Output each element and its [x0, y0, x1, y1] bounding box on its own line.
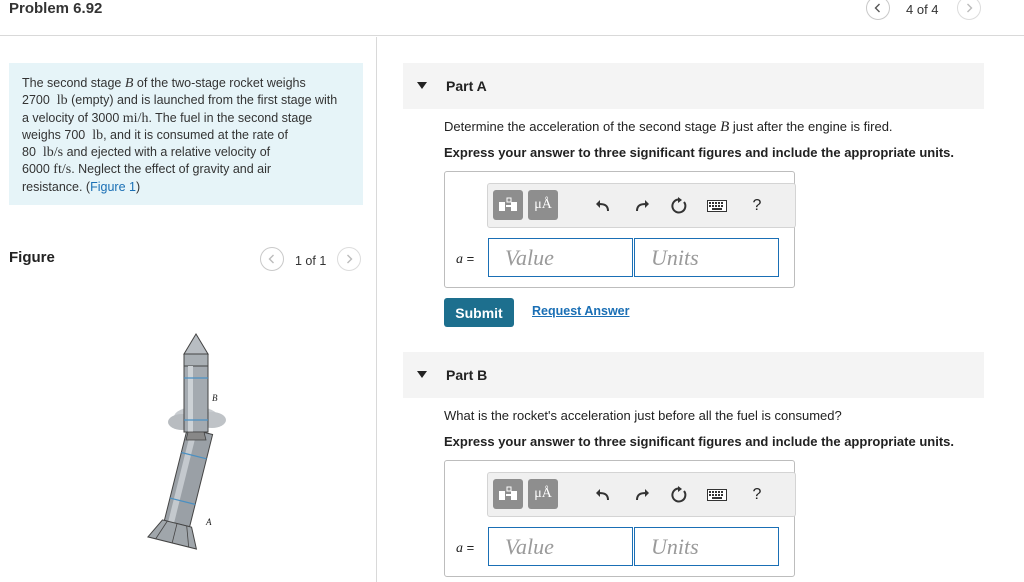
- equals: =: [466, 251, 475, 266]
- unit: lb: [56, 93, 68, 109]
- part-a-question: [444, 119, 893, 136]
- figure-pager: 1 of 1: [295, 254, 327, 268]
- part-a-units-input[interactable]: Units: [634, 238, 779, 277]
- part-a-instruction: Express your answer to three significant figures and include the appropriate units.: [444, 145, 954, 160]
- units-button[interactable]: μÅ: [528, 190, 558, 220]
- redo-icon[interactable]: [630, 194, 654, 218]
- text: weighs: [22, 127, 65, 142]
- rocket-figure: [130, 292, 250, 552]
- units-button[interactable]: μÅ: [528, 479, 558, 509]
- header-bar: [0, 0, 1024, 36]
- collapse-triangle-icon: [417, 371, 427, 378]
- next-problem-button[interactable]: [957, 0, 981, 20]
- text: of the two-stage rocket weighs: [133, 76, 306, 90]
- part-b-answer-box: [444, 460, 795, 577]
- text: The second stage: [22, 76, 125, 90]
- right-panel: [378, 37, 1024, 582]
- reset-icon[interactable]: [667, 194, 691, 218]
- request-answer-link[interactable]: Request Answer: [532, 304, 630, 318]
- math-toolbar: [487, 183, 796, 228]
- unit: ft/s: [53, 162, 72, 178]
- templates-button[interactable]: [493, 190, 523, 220]
- part-b-label: Part B: [446, 367, 488, 383]
- keyboard-icon[interactable]: [706, 194, 728, 218]
- var-b: B: [124, 76, 134, 91]
- text: resistance. (: [22, 179, 91, 194]
- redo-icon[interactable]: [630, 483, 654, 507]
- velocity: 3000: [91, 110, 120, 125]
- chevron-right-icon: [344, 254, 354, 264]
- part-a-answer-box: [444, 171, 795, 288]
- left-panel: [0, 37, 377, 582]
- part-b-question: What is the rocket's acceleration just before all the fuel is consumed?: [444, 408, 842, 423]
- unit: lb: [92, 127, 104, 143]
- undo-icon[interactable]: [591, 483, 615, 507]
- figure-label: Figure: [9, 249, 55, 266]
- var-b: B: [720, 119, 730, 135]
- stage-a-label: A: [206, 517, 212, 527]
- problem-title: Problem 6.92: [9, 0, 103, 17]
- text: Determine the acceleration of the second stage: [444, 119, 721, 134]
- problem-statement: [9, 63, 363, 205]
- problem-pager: 4 of 4: [906, 2, 939, 17]
- part-b-units-input[interactable]: Units: [634, 527, 779, 566]
- burn-rate: 80: [22, 145, 36, 160]
- part-b-instruction: Express your answer to three significant figures and include the appropriate units.: [444, 434, 954, 449]
- keyboard-icon[interactable]: [706, 483, 728, 507]
- figure-link[interactable]: Figure 1: [90, 179, 136, 194]
- undo-icon[interactable]: [591, 194, 615, 218]
- reset-icon[interactable]: [667, 483, 691, 507]
- text: a velocity of: [22, 110, 92, 125]
- part-b-value-input[interactable]: Value: [488, 527, 633, 566]
- chevron-right-icon: [964, 3, 974, 13]
- math-toolbar: [487, 472, 796, 517]
- templates-button[interactable]: [493, 479, 523, 509]
- part-a-variable: [456, 251, 474, 268]
- part-a-value-input[interactable]: Value: [488, 238, 633, 277]
- collapse-triangle-icon: [417, 82, 427, 89]
- text: just after the engine is fired.: [729, 119, 893, 134]
- help-icon[interactable]: ?: [752, 486, 762, 503]
- text: . Neglect the effect of gravity and air: [71, 162, 272, 177]
- equals: =: [466, 540, 475, 555]
- part-a-label: Part A: [446, 78, 487, 94]
- next-figure-button[interactable]: [337, 247, 361, 271]
- submit-button[interactable]: Submit: [444, 298, 514, 327]
- unit: lb/s: [42, 145, 64, 161]
- part-a-header[interactable]: [403, 63, 984, 109]
- text: . The fuel in the second stage: [148, 110, 313, 125]
- part-b-header[interactable]: [403, 352, 984, 398]
- var-a: a: [456, 541, 463, 556]
- var-a: a: [456, 252, 463, 267]
- text: ): [135, 179, 141, 194]
- text: (empty) and is launched from the first stage with: [67, 93, 338, 108]
- chevron-left-icon: [873, 3, 883, 13]
- unit: mi/h: [122, 110, 149, 126]
- text: and ejected with a relative velocity of: [63, 145, 271, 160]
- previous-problem-button[interactable]: [866, 0, 890, 20]
- weight-empty: 2700: [22, 93, 50, 108]
- relative-velocity: 6000: [22, 162, 50, 177]
- previous-figure-button[interactable]: [260, 247, 284, 271]
- part-b-variable: [456, 540, 474, 557]
- text: , and it is consumed at the rate of: [103, 127, 288, 142]
- fuel-weight: 700: [64, 127, 86, 142]
- templates-icon: [498, 196, 518, 214]
- chevron-left-icon: [267, 254, 277, 264]
- stage-b-label: B: [212, 393, 218, 403]
- templates-icon: [498, 485, 518, 503]
- help-icon[interactable]: ?: [752, 197, 762, 214]
